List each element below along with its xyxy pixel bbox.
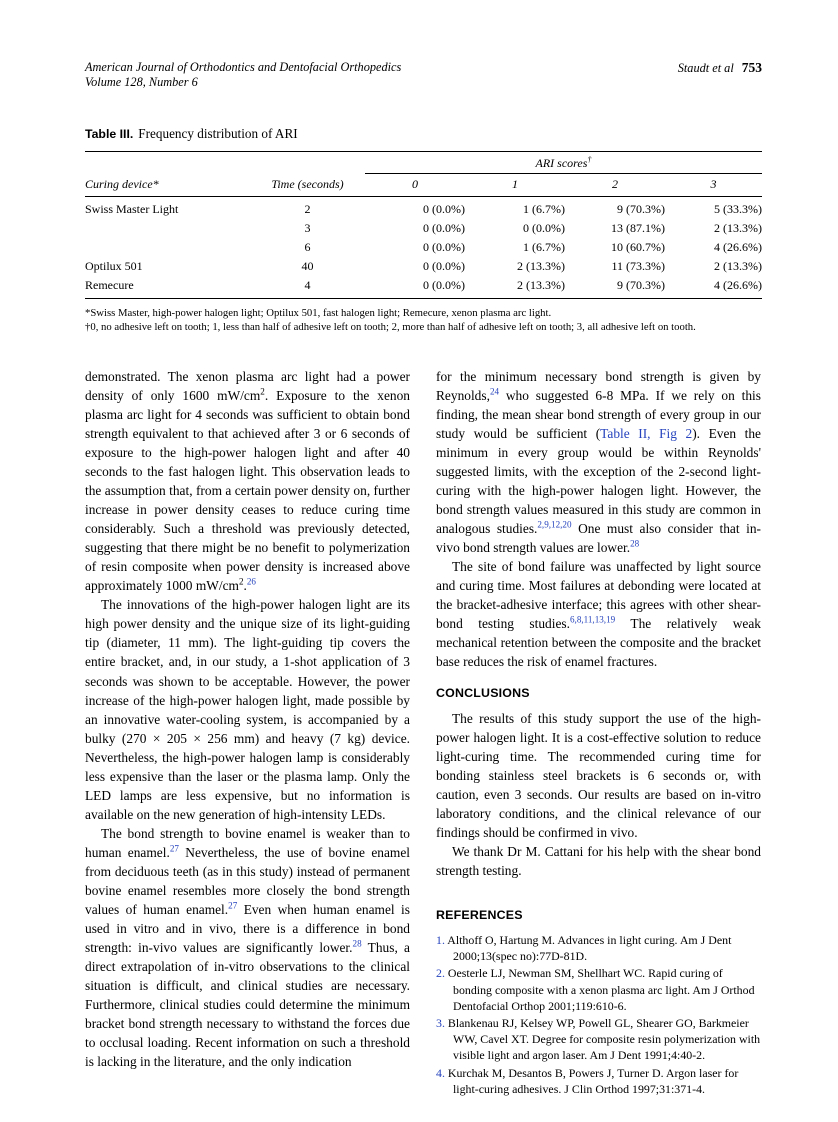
reference-text: Blankenau RJ, Kelsey WP, Powell GL, Shearer GO, Barkmeier WW, Cavel XT. Degree for composite resin polymerization with visible light and argon laser. Am J Dent 1991;4:40-2.	[444, 1015, 761, 1063]
text-run: We thank Dr M. Cattani for his help with the shear bond strength testing.	[436, 844, 761, 879]
text-run: ). Even the minimum in every group would be within Reynolds' suggested limits, with the exception of the 2-second light-curing with the high-power halogen light. However, the bond strength values measured in this study are common in analogous studies.	[436, 426, 761, 537]
page-header	[85, 60, 762, 90]
citation-link[interactable]: 2,9,12,20	[537, 519, 572, 530]
table-cell: 2 (13.3%)	[517, 259, 565, 273]
table-row	[85, 238, 762, 257]
page-content	[85, 60, 762, 1098]
table-cell: Optilux 501	[85, 259, 143, 273]
paragraph	[436, 557, 761, 671]
col-header-score-0: 0	[365, 174, 465, 197]
superscript-text: 2	[260, 386, 265, 397]
reference-number[interactable]: 3.	[436, 1015, 445, 1030]
table-row	[85, 197, 762, 220]
citation-link[interactable]: 28	[630, 538, 640, 549]
table-span-header-row	[85, 152, 762, 174]
table-cell: 0 (0.0%)	[423, 240, 465, 254]
left-column	[85, 367, 410, 1098]
paragraph	[436, 367, 761, 557]
table-cell	[85, 238, 250, 257]
table-cell: 0 (0.0%)	[423, 278, 465, 292]
text-run: The site of bond failure was unaffected by light source and curing time. Most failures at debonding were located at the bracket-adhesive interface; this agrees with other shear-bond testing studies.	[436, 559, 761, 632]
reference-text: Oesterle LJ, Newman SM, Shellhart WC. Rapid curing of bonding composite with a xenon plasma arc light. Am J Orthod Dentofacial Orthop 2001;119:610-6.	[444, 966, 755, 1013]
table-cell: 1 (6.7%)	[523, 202, 565, 216]
text-run: Even when human enamel is used in vitro and in vivo, there is a difference in bond strength: in-vivo values are significantly lower.	[85, 901, 410, 955]
table-cell: 4 (26.6%)	[714, 240, 762, 254]
table-cell: 40	[301, 259, 314, 273]
text-run: .	[243, 578, 247, 594]
reference-item	[436, 1065, 761, 1097]
section-heading: REFERENCES	[436, 908, 523, 923]
journal-title: American Journal of Orthodontics and Dentofacial Orthopedics	[85, 60, 402, 74]
ari-frequency-table	[85, 151, 762, 299]
paragraph	[85, 367, 410, 595]
reference-number[interactable]: 2.	[436, 966, 445, 981]
table-cell: 4	[304, 278, 311, 292]
table-footnotes	[85, 306, 762, 334]
text-run: The bond strength to bovine enamel is weaker than to human enamel.	[85, 825, 410, 860]
table-footnote-asterisk: *Swiss Master, high-power halogen light; Optilux 501, fast halogen light; Remecure, xenon plasma arc light.	[85, 307, 552, 319]
citation-link[interactable]: 27	[169, 843, 179, 854]
table-cell: Swiss Master Light	[85, 202, 179, 216]
section-heading: CONCLUSIONS	[436, 685, 530, 700]
table-row	[85, 276, 762, 299]
text-run: demonstrated. The xenon plasma arc light had a power density of only 1600 mW/cm	[85, 369, 410, 404]
table-cell: 2	[304, 202, 311, 216]
reference-item	[436, 965, 761, 1014]
superscript-text: 2	[238, 576, 244, 587]
col-header-score-1: 1	[465, 174, 565, 197]
table-cell: 10 (60.7%)	[611, 240, 665, 254]
reference-item	[436, 1015, 761, 1064]
paragraph	[436, 842, 761, 880]
table-title: Frequency distribution of ARI	[138, 126, 298, 141]
table-cell: 2 (13.3%)	[517, 278, 565, 292]
text-run: . Exposure to the xenon plasma arc light for 4 seconds was sufficient to obtain bond strength equivalent to that achieved after 3 or 6 seconds of exposure to the high-power halogen light and after 40 seconds to the fast halogen light. This observation leads to the assumption that, from a certain power density on, further increase in power density ceases to reduce curing time considerably. Such a threshold was previously detected, suggesting that there might be no benefit to polymerization of resin composite when power density is increased above approximately 1000 mW/cm	[85, 388, 411, 594]
table-cell: 5 (33.3%)	[714, 202, 762, 216]
text-run: One must also consider that in-vivo bond strength values are lower.	[436, 521, 761, 556]
col-header-curing-device: Curing device*	[85, 174, 250, 197]
table-cell: 0 (0.0%)	[423, 259, 465, 273]
citation-link[interactable]: 28	[352, 938, 362, 949]
text-run: for the minimum necessary bond strength is given by Reynolds,	[436, 369, 761, 404]
paragraph	[85, 824, 410, 1071]
table-cell: 1 (6.7%)	[523, 240, 565, 254]
table-3-block	[85, 126, 762, 334]
table-cell: 2 (13.3%)	[714, 221, 762, 235]
table-cell: 0 (0.0%)	[423, 221, 465, 235]
table-footnote-dagger: †0, no adhesive left on tooth; 1, less than half of adhesive left on tooth; 2, more than half of adhesive left on tooth; 3, all adhesive left on tooth.	[85, 321, 696, 333]
paragraph	[436, 709, 761, 842]
citation-link[interactable]: 6,8,11,13,19	[569, 614, 616, 625]
body-columns	[85, 367, 762, 1098]
text-run: who suggested 6-8 MPa. If we rely on this finding, the mean shear bond strength of every group in our study would be sufficient (	[436, 388, 761, 442]
reference-text: Althoff O, Hartung M. Advances in light curing. Am J Dent 2000;13(spec no):77D-81D.	[444, 933, 732, 964]
text-run: The innovations of the high-power halogen light are its high power density and the unique size of its light-guiding tip (diameter, 11 mm). The light-guiding tip covers the entire bracket, and, in our study, a 1-shot application of 3 seconds was shown to be acceptable. However, the power increase of the high-power halogen light, made possible by an innovative water-cooling system, is accompanied by a bulky (270 × 205 × 256 mm) and heavy (7 kg) device. Nevertheless, the high-power halogen lamp is considerably less expensive than the laser or the plasma lamp. Only the LED lamps are less expensive, but no information is available on the new generation of high-intensity LEDs.	[85, 597, 410, 822]
reference-text: Kurchak M, Desantos B, Powers J, Turner D. Argon laser for light-curing adhesives. J Clin Orthod 1997;31:371-4.	[444, 1065, 739, 1096]
running-authors: Staudt et al	[677, 61, 734, 75]
journal-issue: Volume 128, Number 6	[85, 75, 198, 89]
table-body	[85, 197, 762, 299]
text-run: Nevertheless, the use of bovine enamel from deciduous teeth (as in this study) instead of permanent bovine enamel resembles more closely the bond strength values of human enamel.	[85, 844, 410, 917]
table-cell	[85, 219, 250, 238]
text-run: Thus, a direct extrapolation of in-vitro observations to the clinical situation is difficult, and clinical studies are necessary. Furthermore, clinical studies could determine the minimum bracket bond strength necessary to withstand the forces due to occlusal loading. Recent information on such a threshold is lacking in the literature, and the only indication	[85, 939, 411, 1070]
table-column-header-row	[85, 174, 762, 197]
col-header-score-2: 2	[565, 174, 665, 197]
table-cell: Remecure	[85, 278, 134, 292]
table-cell: 13 (87.1%)	[611, 221, 665, 235]
dagger-mark: †	[587, 155, 592, 164]
text-run: The results of this study support the use of the high-power halogen light. It is a cost-effective solution to reduce light-curing time. The recommended curing time for bonding stainless steel brackets is 6 seconds or, with caution, even 3 seconds. Our results are based on in-vitro laboratory conditions, and the clinical relevance of our findings should be confirmed in vivo.	[436, 711, 761, 841]
citation-link[interactable]: 27	[228, 900, 238, 911]
citation-link[interactable]: Table II, Fig 2	[600, 426, 693, 442]
reference-item	[436, 932, 761, 964]
journal-info	[85, 60, 401, 90]
table-cell: 3	[304, 221, 311, 235]
reference-number[interactable]: 1.	[436, 933, 445, 947]
table-row	[85, 257, 762, 276]
citation-link[interactable]: 24	[489, 386, 500, 397]
table-cell: 9 (70.3%)	[617, 278, 665, 292]
table-caption	[85, 126, 762, 142]
table-cell: 0 (0.0%)	[423, 202, 465, 216]
table-cell: 11 (73.3%)	[611, 259, 665, 273]
reference-number[interactable]: 4.	[436, 1065, 445, 1080]
text-run: The relatively weak mechanical retention between the composite and the bracket base reduces the risk of enamel fractures.	[436, 616, 762, 670]
table-cell: 2 (13.3%)	[714, 259, 762, 273]
table-span-spacer	[85, 152, 365, 174]
table-row	[85, 219, 762, 238]
paragraph	[85, 595, 410, 823]
page-number: 753	[741, 60, 762, 75]
col-header-score-3: 3	[665, 174, 762, 197]
right-column	[436, 367, 761, 1098]
table-cell: 9 (70.3%)	[617, 202, 665, 216]
table-cell: 6	[304, 240, 311, 254]
table-cell: 0 (0.0%)	[523, 221, 565, 235]
table-cell: 4 (26.6%)	[714, 278, 762, 292]
running-head	[678, 60, 762, 76]
col-header-time: Time (seconds)	[250, 174, 365, 197]
table-label: Table III.	[85, 127, 134, 141]
ari-scores-header: ARI scores†	[365, 152, 762, 174]
citation-link[interactable]: 26	[246, 576, 256, 587]
